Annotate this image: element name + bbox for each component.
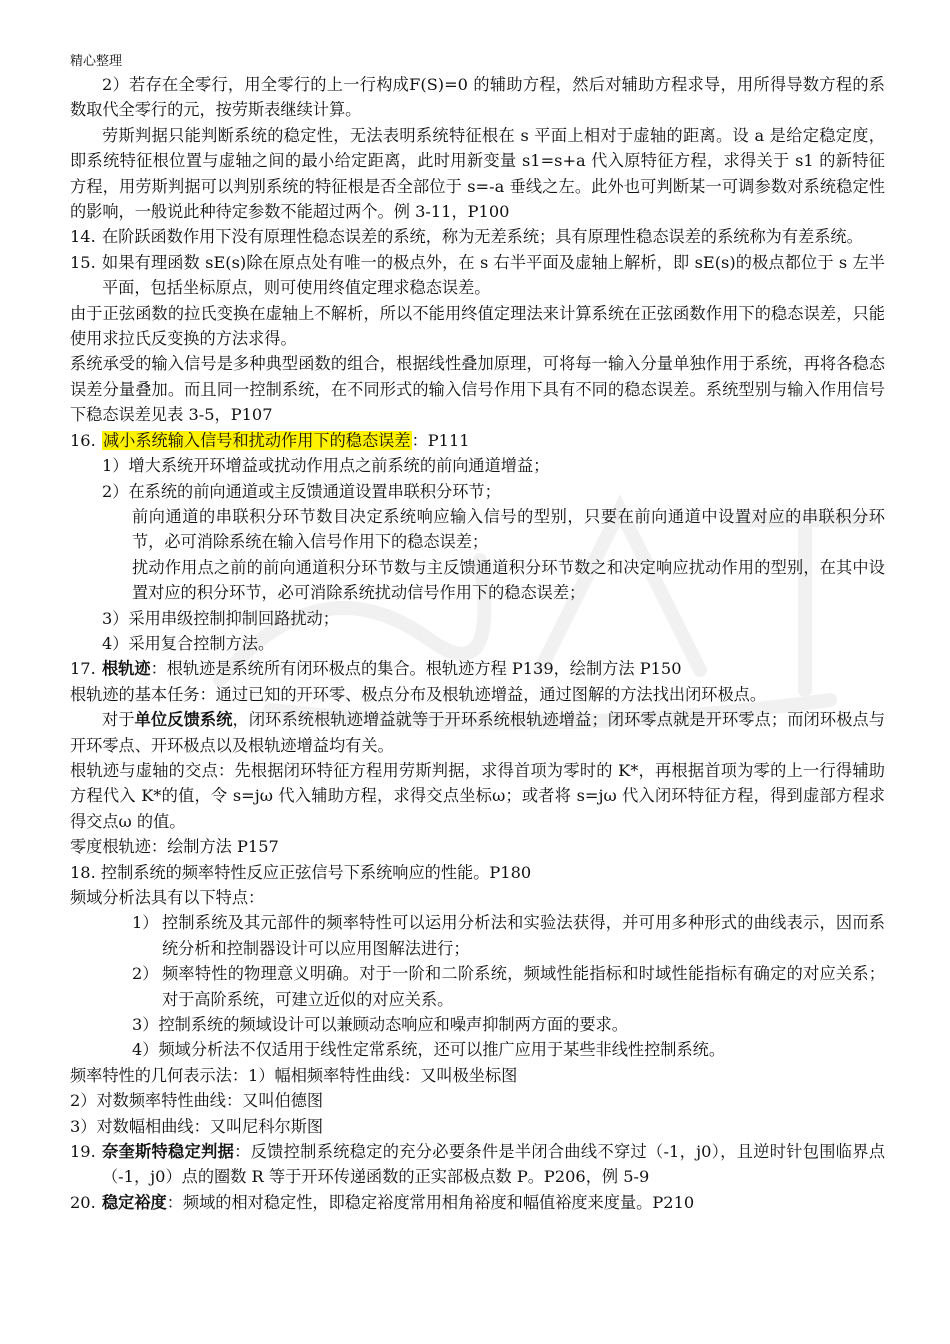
item-text: ：频域的相对稳定性，即稳定裕度常用相角裕度和幅值裕度来度量。P210 [166, 1192, 695, 1212]
bold-term: 稳定裕度 [102, 1192, 167, 1212]
paragraph-routh-criterion: 劳斯判据只能判断系统的稳定性，无法表明系统特征根在 s 平面上相对于虚轴的距离。设 a 是给定稳定度，即系统特征根位置与虚轴之间的最小给定距离，此时用新变量 s1=s+a 代入原特征方程，求得关于 s1 的新特征方程，用劳斯判据可以判别系统的特征根是否全部位于 s=-a 垂线之左。此外也可判断某一可调参数对系统稳定性的影响，一般说此种待定参数不能超过两个。例 3-11，P100 [70, 125, 885, 222]
paragraph-unity-feedback: 对于单位反馈系统，闭环系统根轨迹增益就等于开环系统根轨迹增益；闭环零点就是开环零点；而闭环极点与开环零点、开环极点以及根轨迹增益均有关。 [70, 710, 886, 755]
item-number: 17. [70, 659, 96, 679]
paragraph-sine-error: 由于正弦函数的拉氏变换在虚轴上不解析，所以不能用终值定理法来计算系统在正弦函数作用下的稳态误差，只能使用求拉氏反变换的方法求得。 [70, 303, 885, 349]
bold-term: 单位反馈系统 [134, 710, 233, 730]
paragraph-root-locus-task: 根轨迹的基本任务：通过已知的开环零、极点分布及根轨迹增益，通过图解的方法找出闭环极点。 [70, 684, 767, 704]
paragraph-imag-axis-crossing: 根轨迹与虚轴的交点：先根据闭环特征方程用劳斯判据，求得首项为零时的 K*，再根据首项为零的上一行得辅助方程代入 K*的值，令 s=jω 代入辅助方程，求得交点坐标ω；或者将 s=jω 代入闭环特征方程，得到虚部方程求得交点ω 的值。 [70, 760, 885, 831]
item-17 [70, 656, 885, 681]
subitem-16-2a: 前向通道的串联积分环节数目决定系统响应输入信号的型别，只要在前向通道中设置对应的串联积分环节，必可消除系统在输入信号作用下的稳态误差； [132, 506, 885, 552]
item-number: 14. [70, 227, 96, 247]
item-number: 15. [70, 252, 96, 272]
item-15 [70, 250, 885, 301]
item-number: 16. [70, 430, 96, 450]
item-text: ：反馈控制系统稳定的充分必要条件是半闭合曲线不穿过（-1，j0），且逆时针包围临界点（-1，j0）点的圈数 R 等于开环传递函数的正实部极点数 P。P206，例 5-9 [102, 1142, 886, 1187]
item-number: 20. [70, 1192, 96, 1212]
item-14 [70, 224, 885, 249]
subitem-16-4: 4）采用复合控制方法。 [102, 633, 275, 653]
item-text: ：P111 [411, 430, 470, 450]
item-19 [70, 1139, 885, 1190]
paragraph-bode: 2）对数频率特性曲线：又叫伯德图 [70, 1091, 324, 1111]
item-20 [70, 1190, 885, 1215]
paragraph-geometric-repr: 频率特性的几何表示法：1）幅相频率特性曲线：又叫极坐标图 [70, 1065, 518, 1085]
paragraph-zero-degree-locus: 零度根轨迹：绘制方法 P157 [70, 837, 279, 857]
item-18: 18. 控制系统的频率特性反应正弦信号下系统响应的性能。P180 [70, 862, 532, 882]
paragraph-nichols: 3）对数幅相曲线：又叫尼科尔斯图 [70, 1116, 324, 1136]
page-header: 精心整理 [70, 54, 123, 69]
subitem-18-1: 1） 控制系统及其元部件的频率特性可以运用分析法和实验法获得，并可用多种形式的曲线表示，因而系统分析和控制器设计可以应用图解法进行； [132, 913, 885, 958]
paragraph-superposition: 系统承受的输入信号是多种典型函数的组合，根据线性叠加原理，可将每一输入分量单独作用于系统，再将各稳态误差分量叠加。而且同一控制系统，在不同形式的输入信号作用下具有不同的稳态误差。系统型别与输入作用信号下稳态误差见表 3-5，P107 [70, 354, 885, 425]
document-body [70, 72, 885, 1215]
subitem-18-4: 4）频域分析法不仅适用于线性定常系统，还可以推广应用于某些非线性控制系统。 [132, 1040, 726, 1060]
subitem-16-1: 1）增大系统开环增益或扰动作用点之前系统的前向通道增益； [102, 456, 550, 476]
paragraph-aux-equation: 2）若存在全零行，用全零行的上一行构成F(S)=0 的辅助方程，然后对辅助方程求导，用所得导数方程的系数取代全零行的元，按劳斯表继续计算。 [70, 75, 885, 120]
subitem-16-2: 2）在系统的前向通道或主反馈通道设置串联积分环节； [102, 481, 501, 501]
subitem-18-2: 2） 频率特性的物理意义明确。对于一阶和二阶系统，频域性能指标和时域性能指标有确定的对应关系；对于高阶系统，可建立近似的对应关系。 [132, 964, 885, 1009]
bold-term: 根轨迹 [102, 659, 151, 679]
item-text: 在阶跃函数作用下没有原理性稳态误差的系统，称为无差系统；具有原理性稳态误差的系统称为有差系统。 [102, 227, 863, 247]
item-text: 如果有理函数 sE(s)除在原点处有唯一的极点外，在 s 右半平面及虚轴上解析，即 sE(s)的极点都位于 s 左半平面，包括坐标原点，则可使用终值定理求稳态误差。 [102, 252, 885, 298]
subitem-16-3: 3）采用串级控制抑制回路扰动； [102, 608, 339, 628]
item-text: ：根轨迹是系统所有闭环极点的集合。根轨迹方程 P139，绘制方法 P150 [150, 659, 682, 679]
bold-term: 奈奎斯特稳定判据 [102, 1142, 235, 1162]
paragraph-freq-features: 频域分析法具有以下特点： [70, 888, 265, 907]
subitem-18-3: 3）控制系统的频域设计可以兼顾动态响应和噪声抑制两方面的要求。 [132, 1015, 628, 1035]
item-16 [70, 428, 885, 453]
highlighted-heading: 减小系统输入信号和扰动作用下的稳态误差 [103, 430, 411, 450]
subitem-16-2b: 扰动作用点之前的前向通道积分环节数与主反馈通道积分环节数之和决定响应扰动作用的型别，在其中设置对应的积分环节，必可消除系统扰动信号作用下的稳态误差； [132, 557, 885, 603]
item-number: 19. [70, 1142, 96, 1162]
